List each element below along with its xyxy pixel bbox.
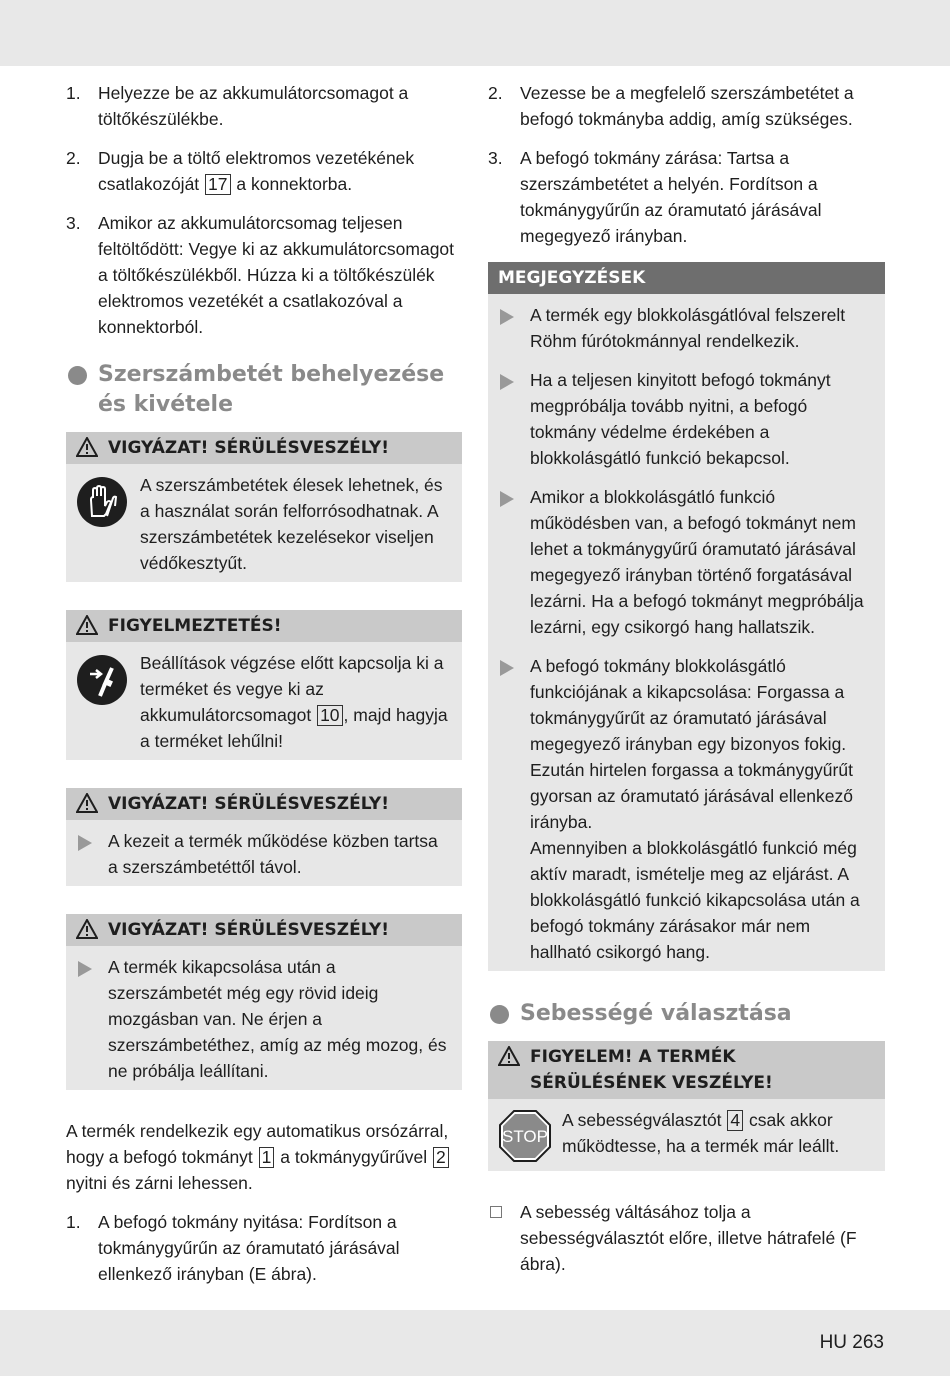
part-reference: 1 bbox=[259, 1147, 275, 1168]
notice-text bbox=[140, 650, 452, 754]
section-title: Szerszámbetét behelyezése és kivétele bbox=[98, 362, 445, 417]
gloves-icon bbox=[76, 476, 130, 530]
step-number: 1. bbox=[66, 1212, 81, 1232]
checkbox-step bbox=[488, 1199, 885, 1277]
step-text: A befogó tokmány nyitása: Fordítson a tokmánygyűrűn az óramutató járásával ellenkező irányban (E ábra). bbox=[98, 1212, 400, 1284]
list-item bbox=[488, 145, 885, 249]
part-reference: 17 bbox=[205, 174, 230, 195]
warning-notice bbox=[66, 788, 462, 886]
notice-title: FIGYELMEZTETÉS! bbox=[108, 616, 282, 636]
notice-text bbox=[562, 1107, 875, 1159]
left-column bbox=[66, 80, 462, 1300]
steps-list-a bbox=[66, 80, 462, 340]
notice-text: A szerszámbetétek élesek lehetnek, és a használat során felforrósodhatnak. A szerszámbetétek kezelésekor viseljen védőkesztyűt. bbox=[140, 475, 443, 573]
stop-sign-label: STOP bbox=[502, 1127, 548, 1146]
header-bar bbox=[0, 0, 950, 66]
bullet-text: A termék kikapcsolása után a szerszámbetét még egy rövid ideig mozgásban van. Ne érjen a szerszámbetéthez, amíg az még mozog, és ne próbálja leállítani. bbox=[108, 957, 447, 1081]
bullet-text: A befogó tokmány blokkolásgátló funkciójának a kikapcsolása: Forgassa a tokmánygyűrűt az óramutató járásával megegyező irányban egy bizonyos fokig. Ezután hirtelen forgassa a tokmánygyűrűt gyorsan az óramutató járásával ellenkező irányba. bbox=[530, 656, 853, 832]
notice-text-part: A sebességválasztót bbox=[562, 1110, 727, 1130]
bullet-item bbox=[76, 954, 452, 1084]
step-number: 2. bbox=[66, 148, 81, 168]
notice-title: VIGYÁZAT! SÉRÜLÉSVESZÉLY! bbox=[108, 920, 389, 940]
step-text: Dugja be a töltő elektromos vezetékének csatlakozóját bbox=[98, 148, 415, 194]
warning-notice bbox=[488, 1041, 885, 1171]
warning-triangle-icon bbox=[76, 919, 98, 947]
notes-body bbox=[488, 294, 885, 971]
part-reference: 4 bbox=[727, 1110, 743, 1131]
paragraph-text: A termék rendelkezik egy automatikus orsózárral, hogy a befogó tokmányt bbox=[66, 1121, 449, 1167]
notes-title: MEGJEGYZÉSEK bbox=[488, 262, 885, 294]
step-text: A sebesség váltásához tolja a sebességválasztót előre, illetve hátrafelé (F ábra). bbox=[520, 1202, 857, 1274]
paragraph-text: a tokmánygyűrűvel bbox=[275, 1147, 432, 1167]
notes-box bbox=[488, 262, 885, 971]
notice-header bbox=[66, 914, 462, 946]
warning-triangle-icon bbox=[76, 437, 98, 465]
notice-header bbox=[66, 788, 462, 820]
list-item bbox=[66, 80, 462, 132]
step-number: 2. bbox=[488, 83, 503, 103]
section-heading bbox=[66, 360, 462, 420]
bullet-item bbox=[498, 653, 875, 965]
steps-list-b bbox=[66, 1209, 462, 1287]
notice-body bbox=[66, 464, 462, 582]
bullet-item bbox=[498, 484, 875, 640]
part-reference: 10 bbox=[317, 705, 342, 726]
list-item bbox=[66, 210, 462, 340]
triangle-bullet-icon bbox=[78, 835, 92, 851]
notice-header bbox=[66, 610, 462, 642]
bullet-item bbox=[498, 302, 875, 354]
paragraph-text: nyitni és zárni lehessen. bbox=[66, 1173, 253, 1193]
warning-triangle-icon bbox=[498, 1046, 520, 1074]
warning-triangle-icon bbox=[76, 615, 98, 643]
notice-text-part: , majd hagyja a terméket lehűlni! bbox=[140, 705, 448, 751]
warning-notice bbox=[66, 914, 462, 1090]
bullet-text: A termék egy blokkolásgátlóval felszerelt Röhm fúrótokmánnyal rendelkezik. bbox=[530, 305, 846, 351]
list-item bbox=[488, 80, 885, 132]
notice-body bbox=[66, 946, 462, 1090]
triangle-bullet-icon bbox=[500, 491, 514, 507]
notice-header bbox=[66, 432, 462, 464]
triangle-bullet-icon bbox=[500, 309, 514, 325]
footer-bar bbox=[0, 1310, 950, 1376]
bullet-text: A kezeit a termék működése közben tartsa a szerszámbetéttől távol. bbox=[108, 831, 438, 877]
notice-text-part: csak akkor működtesse, ha a termék már leállt. bbox=[562, 1110, 840, 1156]
part-reference: 2 bbox=[433, 1147, 449, 1168]
step-text: A befogó tokmány zárása: Tartsa a szerszámbetétet a helyén. Fordítson a tokmánygyűrűn az óramutató járásával megegyező irányban. bbox=[520, 148, 822, 246]
list-item bbox=[66, 1209, 462, 1287]
notice-title: VIGYÁZAT! SÉRÜLÉSVESZÉLY! bbox=[108, 794, 389, 814]
stop-sign-icon bbox=[498, 1109, 552, 1163]
unplug-icon bbox=[76, 654, 130, 708]
notice-text-part: Beállítások végzése előtt kapcsolja ki a terméket és vegye ki az akkumulátorcsomagot bbox=[140, 653, 444, 725]
step-text: Helyezze be az akkumulátorcsomagot a töltőkészülékbe. bbox=[98, 83, 409, 129]
bullet-item bbox=[76, 828, 452, 880]
bullet-dot-icon bbox=[490, 1005, 509, 1024]
triangle-bullet-icon bbox=[500, 660, 514, 676]
bullet-text: Ha a teljesen kinyitott befogó tokmányt megpróbálja tovább nyitni, a befogó tokmány védelme érdekében a blokkolásgátló funkció bekapcsol. bbox=[530, 370, 831, 468]
step-text: Amikor az akkumulátorcsomag teljesen feltöltődött: Vegye ki az akkumulátorcsomagot a töltőkészülékből. Húzza ki a töltőkészülék elektromos vezetékét a csatlakozóval a konnektorból. bbox=[98, 213, 455, 337]
notice-body bbox=[488, 1099, 885, 1171]
section-title: Sebességé választása bbox=[520, 1001, 792, 1026]
notice-title: FIGYELEM! A TERMÉK SÉRÜLÉSÉNEK VESZÉLYE! bbox=[530, 1047, 773, 1093]
right-column bbox=[488, 80, 885, 1277]
notice-body bbox=[66, 642, 462, 760]
bullet-item bbox=[498, 367, 875, 471]
square-bullet-icon bbox=[490, 1206, 502, 1218]
notice-body bbox=[66, 820, 462, 886]
bullet-text: Amikor a blokkolásgátló funkció működésben van, a befogó tokmányt nem lehet a tokmánygyűrű óramutató járásával megegyező irányban történő forgatásával lezárni. Ha a befogó tokmányt megpróbálja lezárni, egy csikorgó hang hallatszik. bbox=[530, 487, 864, 637]
caution-notice bbox=[66, 610, 462, 760]
list-item bbox=[66, 145, 462, 197]
paragraph bbox=[66, 1118, 462, 1196]
notice-header bbox=[488, 1041, 885, 1099]
page-number: HU 263 bbox=[819, 1332, 884, 1353]
step-number: 3. bbox=[66, 213, 81, 233]
triangle-bullet-icon bbox=[500, 374, 514, 390]
warning-triangle-icon bbox=[76, 793, 98, 821]
bullet-dot-icon bbox=[68, 366, 87, 385]
section-heading bbox=[488, 999, 885, 1029]
warning-notice bbox=[66, 432, 462, 582]
notice-title: VIGYÁZAT! SÉRÜLÉSVESZÉLY! bbox=[108, 438, 389, 458]
step-number: 3. bbox=[488, 148, 503, 168]
step-text: a konnektorba. bbox=[231, 174, 353, 194]
steps-list-c bbox=[488, 80, 885, 249]
triangle-bullet-icon bbox=[78, 961, 92, 977]
step-number: 1. bbox=[66, 83, 81, 103]
bullet-text: Amennyiben a blokkolásgátló funkció még aktív maradt, ismételje meg az eljárást. A blokkolásgátló funkció kikapcsolása után a befogó tokmány zárásakor már nem hallható csikorgó hang. bbox=[530, 838, 860, 962]
step-text: Vezesse be a megfelelő szerszámbetétet a befogó tokmányba addig, amíg szükséges. bbox=[520, 83, 854, 129]
